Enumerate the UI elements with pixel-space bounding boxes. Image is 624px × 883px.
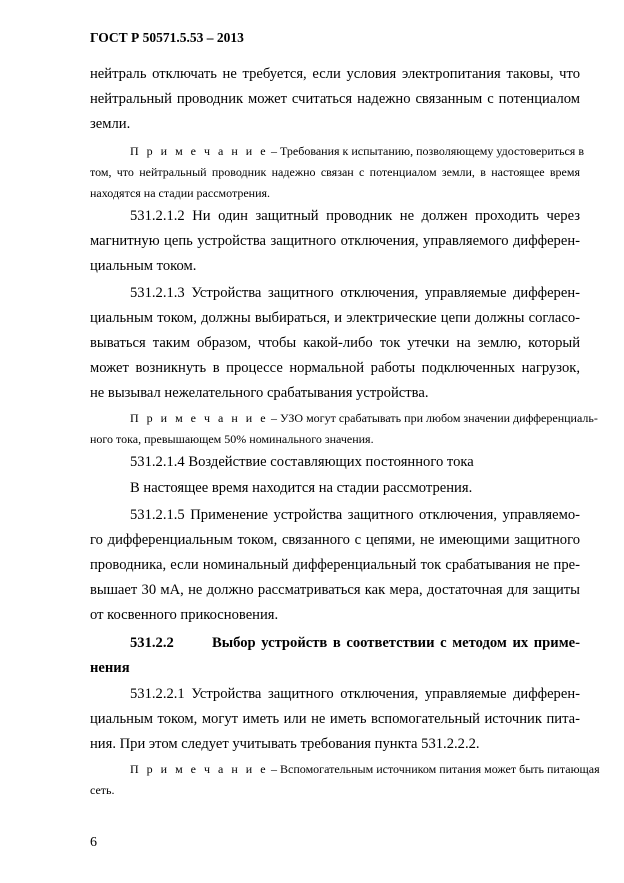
- document-header: ГОСТ Р 50571.5.53 – 2013: [90, 30, 244, 45]
- paragraph-531-2-2-1: [90, 682, 580, 757]
- note-line: [90, 408, 598, 429]
- text-line: проводника, если номинальный дифференциальный ток срабатывания не пре-: [90, 557, 580, 573]
- note-line: сеть.: [90, 783, 115, 797]
- note-line: [90, 141, 584, 162]
- text-line: го дифференциальным током, связанного с цепями, не имеющими защитного: [90, 532, 580, 548]
- text-line: вышает 30 мА, не должно рассматриваться как мера, достаточная для защиты: [90, 582, 580, 598]
- note-line: том, что нейтральный проводник надежно связан с потенциалом земли, в настоящее время: [90, 165, 580, 179]
- text-line: 531.2.1.4 Воздействие составляющих постоянного тока: [130, 454, 474, 470]
- text-line: ния. При этом следует учитывать требования пункта 531.2.2.2.: [90, 736, 480, 752]
- note-line: [90, 759, 600, 780]
- note-text: – Требования к испытанию, позволяющему удостовериться в: [268, 144, 584, 158]
- note-text: – УЗО могут срабатывать при любом значении дифференциаль-: [268, 411, 598, 425]
- text-line: 531.2.2.1 Устройства защитного отключения, управляемые дифферен-: [130, 686, 580, 702]
- section-number: 531.2.2: [130, 635, 174, 651]
- section-title: Выбор устройств в соответствии с методом их приме-: [212, 635, 580, 651]
- note-3: [90, 759, 600, 801]
- text-line: магнитную цепь устройства защитного отключения, управляемого дифферен-: [90, 233, 580, 249]
- paragraph-531-2-1-5: [90, 503, 580, 628]
- text-line: нейтральный проводник может считаться надежно связанным с потенциалом: [90, 91, 580, 107]
- text-line: нейтраль отключать не требуется, если условия электропитания таковы, что: [90, 66, 580, 82]
- text-line: В настоящее время находится на стадии рассмотрения.: [130, 480, 473, 496]
- paragraph-531-2-1-2: [90, 204, 580, 279]
- page-number: 6: [90, 835, 97, 850]
- text-line: земли.: [90, 116, 131, 132]
- note-label: П р и м е ч а н и е: [130, 144, 269, 158]
- paragraph-531-2-1-4: [90, 450, 580, 475]
- note-1: [90, 141, 584, 204]
- text-line: не вызывал нежелательного срабатывания устройства.: [90, 385, 429, 401]
- note-line: находятся на стадии рассмотрения.: [90, 186, 271, 200]
- section-heading-531-2-2: [90, 631, 580, 681]
- text-line: циальным током.: [90, 258, 197, 274]
- note-line: ного тока, превышающем 50% номинального значения.: [90, 432, 374, 446]
- paragraph-531-2-1-3: [90, 281, 580, 406]
- heading-line: [90, 631, 580, 656]
- text-line: вываться таким образом, чтобы какой-либо ток утечки на землю, который: [90, 335, 580, 351]
- text-line: циальным током, должны выбираться, и электрические цепи должны согласо-: [90, 310, 580, 326]
- note-2: [90, 408, 598, 450]
- text-line: может возникнуть в процессе нормальной работы подключенных нагрузок,: [90, 360, 580, 376]
- text-line: 531.2.1.5 Применение устройства защитного отключения, управляемо-: [130, 507, 580, 523]
- note-label: П р и м е ч а н и е: [130, 411, 269, 425]
- text-line: 531.2.1.3 Устройства защитного отключения, управляемые дифферен-: [130, 285, 580, 301]
- note-label: П р и м е ч а н и е: [130, 762, 269, 776]
- text-line: от косвенного прикосновения.: [90, 607, 279, 623]
- text-line: циальным током, могут иметь или не иметь вспомогательный источник пита-: [90, 711, 580, 727]
- text-line: 531.2.1.2 Ни один защитный проводник не должен проходить через: [130, 208, 580, 224]
- note-text: – Вспомогательным источником питания может быть питающая: [268, 762, 600, 776]
- paragraph-neutral: [90, 62, 580, 137]
- paragraph-under-review: [90, 476, 580, 501]
- section-title-continuation: нения: [90, 660, 130, 676]
